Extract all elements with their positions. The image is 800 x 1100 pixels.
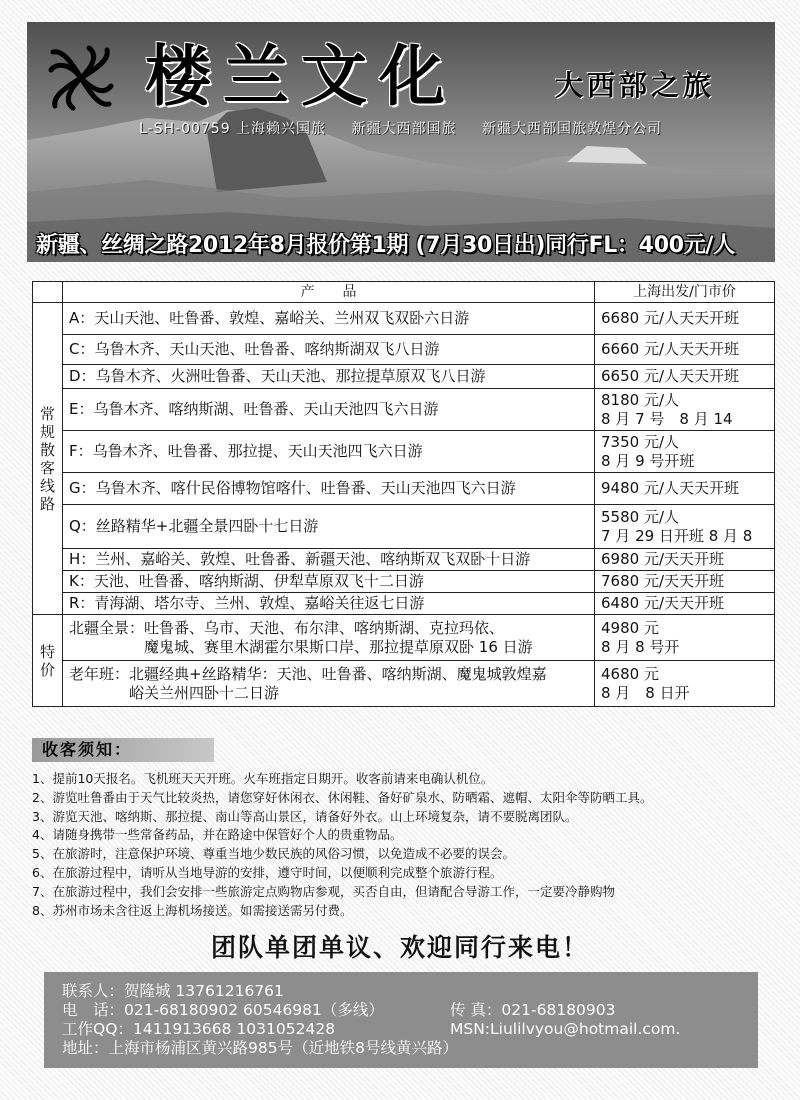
route-name: C：乌鲁木齐、天山天池、吐鲁番、喀纳斯湖双飞八日游 (63, 335, 595, 365)
table-row (33, 615, 775, 661)
contact-box (44, 972, 758, 1068)
price-table (32, 281, 775, 707)
list-item: 3、游览天池、喀纳斯、那拉提、南山等高山景区，请备好外衣。山上环境复杂，请不要脱离团队。 (32, 808, 578, 824)
table-row (33, 593, 775, 615)
route-name: E：乌鲁木齐、喀纳斯湖、吐鲁番、天山天池四飞六日游 (63, 389, 595, 431)
route-name: K：天池、吐鲁番、喀纳斯湖、伊犁草原双飞十二日游 (63, 571, 595, 593)
contact-address: 地址：上海市杨浦区黄兴路985号（近地铁8号线黄兴路） (62, 1039, 458, 1057)
category-regular: 常规散客线路 (33, 303, 63, 615)
brand-title: 楼兰文化 (145, 37, 457, 115)
route-name: Q：丝路精华+北疆全景四卧十七日游 (63, 505, 595, 549)
table-row (33, 571, 775, 593)
route-price: 8180 元/人 8 月 7 号 8 月 14 (595, 389, 775, 431)
route-price: 5580 元/人 7 月 29 日开班 8 月 8 (595, 505, 775, 549)
table-row (33, 365, 775, 389)
license-item: L-SH-00759 上海赖兴国旅 (139, 121, 327, 137)
contact-msn: MSN:Liulilvyou@hotmail.com. (450, 1020, 681, 1038)
route-name: 北疆全景：吐鲁番、乌市、天池、布尔津、喀纳斯湖、克拉玛依、 魔鬼城、赛里木湖霍尔果斯口岸、那拉提草原双卧 16 日游 (63, 615, 595, 661)
route-price: 4680 元 8 月 8 日开 (595, 661, 775, 707)
notes-list (32, 770, 780, 920)
route-price: 6650 元/人天天开班 (595, 365, 775, 389)
contact-qq: 工作QQ：1411913668 1031052428 (62, 1020, 336, 1038)
table-row (33, 473, 775, 505)
brand-subtitle: 大西部之旅 (555, 69, 716, 102)
route-name: D：乌鲁木齐、火洲吐鲁番、天山天池、那拉提草原双飞八日游 (63, 365, 595, 389)
table-row (33, 335, 775, 365)
header-blank (33, 282, 63, 303)
table-row (33, 303, 775, 335)
table-header-row (33, 282, 775, 303)
slogan: 团队单团单议、欢迎同行来电！ (210, 933, 589, 962)
route-price: 6680 元/人天天开班 (595, 303, 775, 335)
table-row (33, 389, 775, 431)
route-price: 6660 元/人天天开班 (595, 335, 775, 365)
list-item: 8、苏州市场未含往返上海机场接送。如需接送需另付费。 (32, 902, 353, 918)
category-special: 特价 (33, 615, 63, 707)
route-name: H：兰州、嘉峪关、敦煌、吐鲁番、新疆天池、喀纳斯双飞双卧十日游 (63, 549, 595, 571)
route-name: A：天山天池、吐鲁番、敦煌、嘉峪关、兰州双飞双卧六日游 (63, 303, 595, 335)
column-header-product: 产 品 (63, 282, 595, 303)
route-price: 4980 元 8 月 8 号开 (595, 615, 775, 661)
contact-phone: 电 话：021-68180902 60546981（多线） (62, 1001, 384, 1019)
route-name: G：乌鲁木齐、喀什民俗博物馆喀什、吐鲁番、天山天池四飞六日游 (63, 473, 595, 505)
loulan-logo-icon (41, 38, 121, 118)
route-price: 6480 元/天天开班 (595, 593, 775, 615)
license-item: 新疆大西部国旅 (351, 121, 457, 137)
list-item: 5、在旅游时，注意保护环境、尊重当地少数民族的风俗习惯，以免造成不必要的误会。 (32, 846, 515, 862)
table-row (33, 505, 775, 549)
header-banner (27, 22, 775, 262)
notes-title: 收客须知： (32, 738, 214, 762)
contact-fax: 传 真：021-68180903 (450, 1001, 616, 1019)
list-item: 6、在旅游过程中，请听从当地导游的安排，遵守时间，以便顺利完成整个旅游行程。 (32, 864, 503, 880)
list-item: 4、请随身携带一些常备药品，并在路途中保管好个人的贵重物品。 (32, 827, 403, 843)
route-name: F：乌鲁木齐、吐鲁番、那拉提、天山天池四飞六日游 (63, 431, 595, 473)
license-line (139, 118, 682, 138)
list-item: 2、游览吐鲁番由于天气比较炎热，请您穿好休闲衣、休闲鞋、备好矿泉水、防晒霜、遮帽、太阳伞等防晒工具。 (32, 789, 653, 805)
price-table-wrapper (32, 281, 774, 707)
route-name: 老年班：北疆经典+丝路精华：天池、吐鲁番、喀纳斯湖、魔鬼城敦煌嘉 峪关兰州四卧十二日游 (63, 661, 595, 707)
route-price: 9480 元/人天天开班 (595, 473, 775, 505)
license-item: 新疆大西部国旅敦煌分公司 (481, 121, 662, 137)
list-item: 1、提前10天报名。飞机班天天开班。火车班指定日期开。收客前请来电确认机位。 (32, 771, 494, 786)
table-row (33, 661, 775, 707)
price-headline: 新疆、丝绸之路2012年8月报价第1期 (7月30日出)同行FL：400元/人 (36, 233, 735, 258)
column-header-price: 上海出发/门市价 (595, 282, 775, 303)
contact-person: 联系人：贺隆城 13761216761 (62, 982, 284, 1000)
route-price: 7350 元/人 8 月 9 号开班 (595, 431, 775, 473)
route-price: 6980 元/天天开班 (595, 549, 775, 571)
list-item: 7、在旅游过程中，我们会安排一些旅游定点购物店参观，买否自由，但请配合导游工作，一定要冷静购物 (32, 883, 615, 899)
route-price: 7680 元/天天开班 (595, 571, 775, 593)
table-row (33, 549, 775, 571)
route-name: R：青海湖、塔尔寺、兰州、敦煌、嘉峪关往返七日游 (63, 593, 595, 615)
table-row (33, 431, 775, 473)
